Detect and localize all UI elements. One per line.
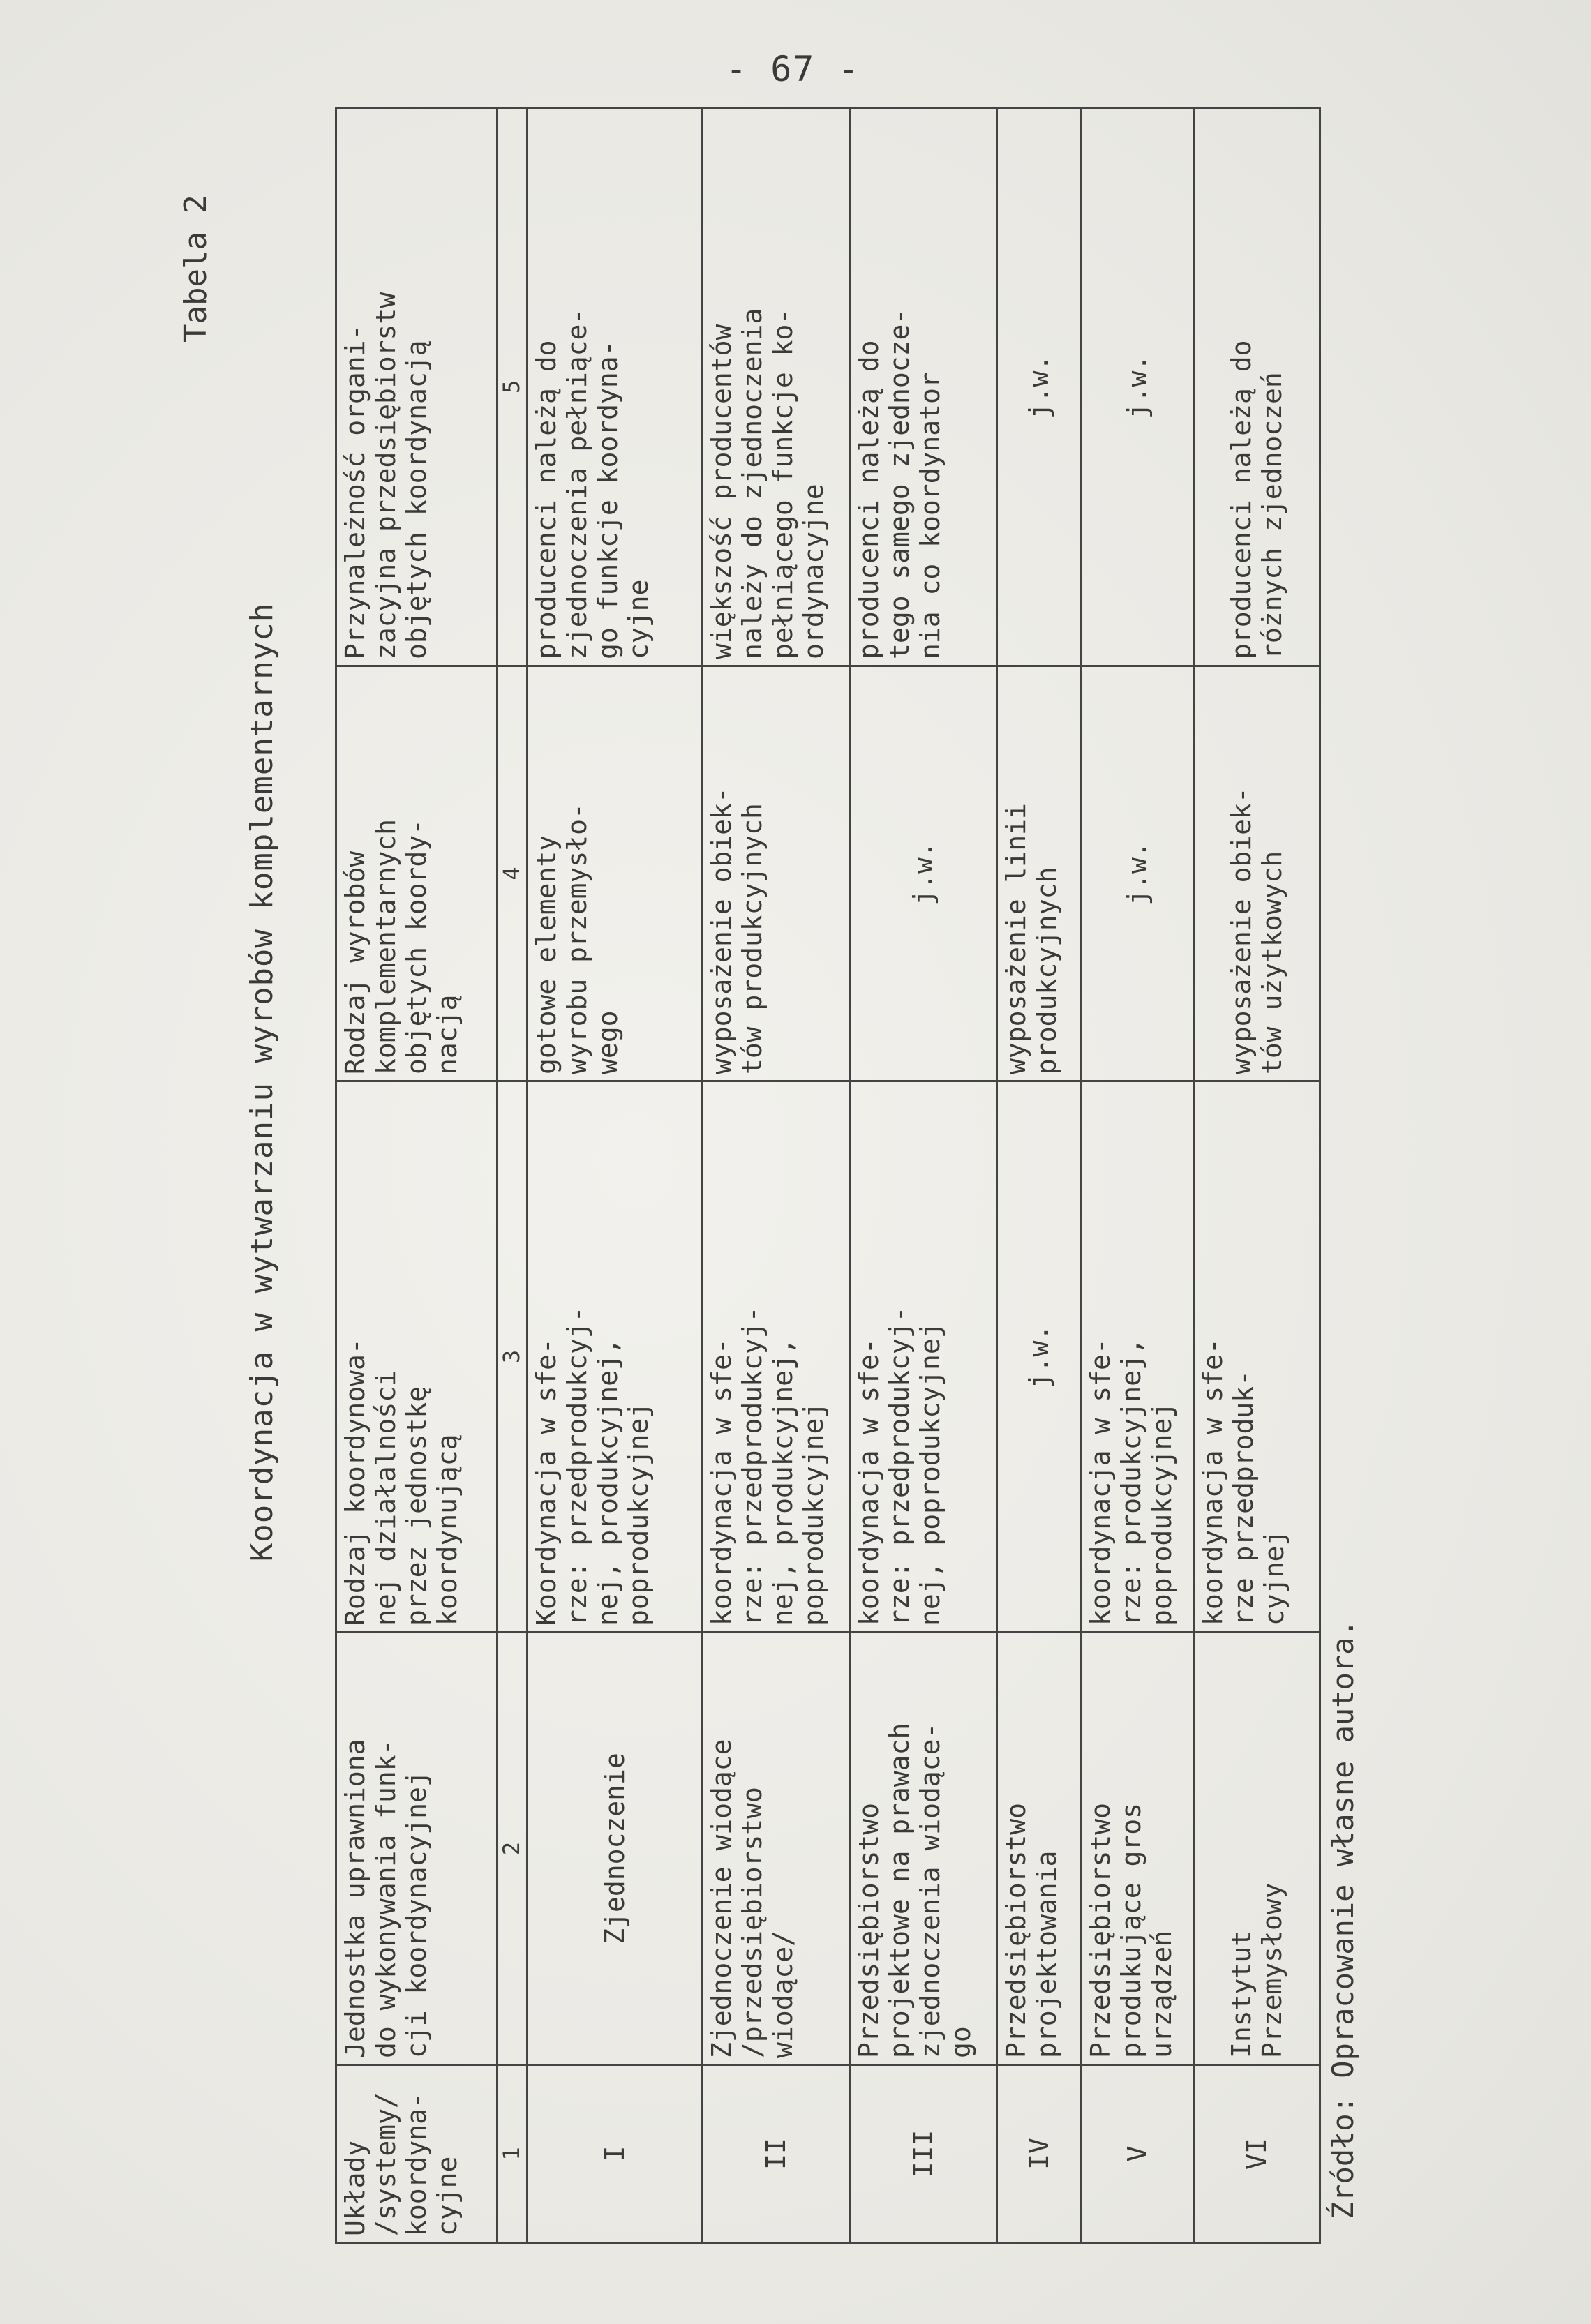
column-number: 2 — [498, 1633, 528, 2065]
column-header: Przynależność organi- zacyjna przedsiębiorstw objętych koordynacją — [336, 108, 498, 666]
table-label: Tabela 2 — [178, 195, 214, 343]
affiliation-cell: producenci należą do zjednoczenia pełniące- go funkcje koordyna- cyjne — [528, 108, 703, 666]
product-cell: wyposażenie linii produkcyjnych — [997, 666, 1082, 1081]
affiliation-cell: j.w. — [997, 108, 1082, 666]
affiliation-cell: producenci należą do tego samego zjednocze- nia co koordynator — [850, 108, 997, 666]
column-header: Układy /systemy/ koordyna- cyjne — [336, 2065, 498, 2243]
table-row — [528, 108, 703, 2243]
activity-cell: j.w. — [997, 1081, 1082, 1633]
affiliation-cell: j.w. — [1082, 108, 1194, 666]
unit-cell: Zjednoczenie wiodące /przedsiębiorstwo wiodące/ — [703, 1633, 850, 2065]
product-cell: gotowe elementy wyrobu przemysło- wego — [528, 666, 703, 1081]
activity-cell: koordynacja w sfe- rze: przedprodukcyj- nej, poprodukcyjnej — [850, 1081, 997, 1633]
source-note: Źródło: Opracowanie własne autora. — [1326, 1619, 1360, 2219]
product-cell: j.w. — [850, 666, 997, 1081]
unit-cell: Zjednoczenie — [528, 1633, 703, 2065]
activity-cell: Koordynacja w sfe- rze: przedprodukcyj- nej, produkcyjnej, poprodukcyjnej — [528, 1081, 703, 1633]
system-cell: IV — [997, 2065, 1082, 2243]
table-header-row — [336, 108, 498, 2243]
column-header: Rodzaj wyrobów komplementarnych objętych koordy- nacją — [336, 666, 498, 1081]
coordination-table — [335, 107, 1321, 2244]
unit-cell: Przedsiębiorstwo produkujące gros urządzeń — [1082, 1633, 1194, 2065]
column-number: 4 — [498, 666, 528, 1081]
system-cell: II — [703, 2065, 850, 2243]
table-row — [850, 108, 997, 2243]
table-row — [1082, 108, 1194, 2243]
system-cell: V — [1082, 2065, 1194, 2243]
unit-cell: Przedsiębiorstwo projektowania — [997, 1633, 1082, 2065]
activity-cell: koordynacja w sfe- rze: przedprodukcyj- nej, produkcyjnej, poprodukcyjnej — [703, 1081, 850, 1633]
activity-cell: koordynacja w sfe- rze przedproduk- cyjnej — [1194, 1081, 1320, 1633]
product-cell: wyposażenie obiek- tów produkcyjnych — [703, 666, 850, 1081]
column-header: Rodzaj koordynowa- nej działalności przez jednostkę koordynującą — [336, 1081, 498, 1633]
column-header: Jednostka uprawniona do wykonywania funk- cji koordynacyjnej — [336, 1633, 498, 2065]
system-cell: III — [850, 2065, 997, 2243]
table-row — [997, 108, 1082, 2243]
unit-cell: Instytut Przemysłowy — [1194, 1633, 1320, 2065]
column-number: 5 — [498, 108, 528, 666]
system-cell: I — [528, 2065, 703, 2243]
table-row — [1194, 108, 1320, 2243]
activity-cell: koordynacja w sfe- rze: produkcyjnej, poprodukcyjnej — [1082, 1081, 1194, 1633]
table-title: Koordynacja w wytwarzaniu wyrobów komplementarnych — [244, 602, 280, 1562]
column-number: 1 — [498, 2065, 528, 2243]
page-number: - 67 - — [726, 49, 860, 89]
affiliation-cell: producenci należą do różnych zjednoczeń — [1194, 108, 1320, 666]
column-number: 3 — [498, 1081, 528, 1633]
system-cell: VI — [1194, 2065, 1320, 2243]
affiliation-cell: większość producentów należy do zjednoczenia pełniącego funkcje ko- ordynacyjne — [703, 108, 850, 666]
unit-cell: Przedsiębiorstwo projektowe na prawach zjednoczenia wiodące- go — [850, 1633, 997, 2065]
column-number-row — [498, 108, 528, 2243]
table-row — [703, 108, 850, 2243]
product-cell: wyposażenie obiek- tów użytkowych — [1194, 666, 1320, 1081]
product-cell: j.w. — [1082, 666, 1194, 1081]
